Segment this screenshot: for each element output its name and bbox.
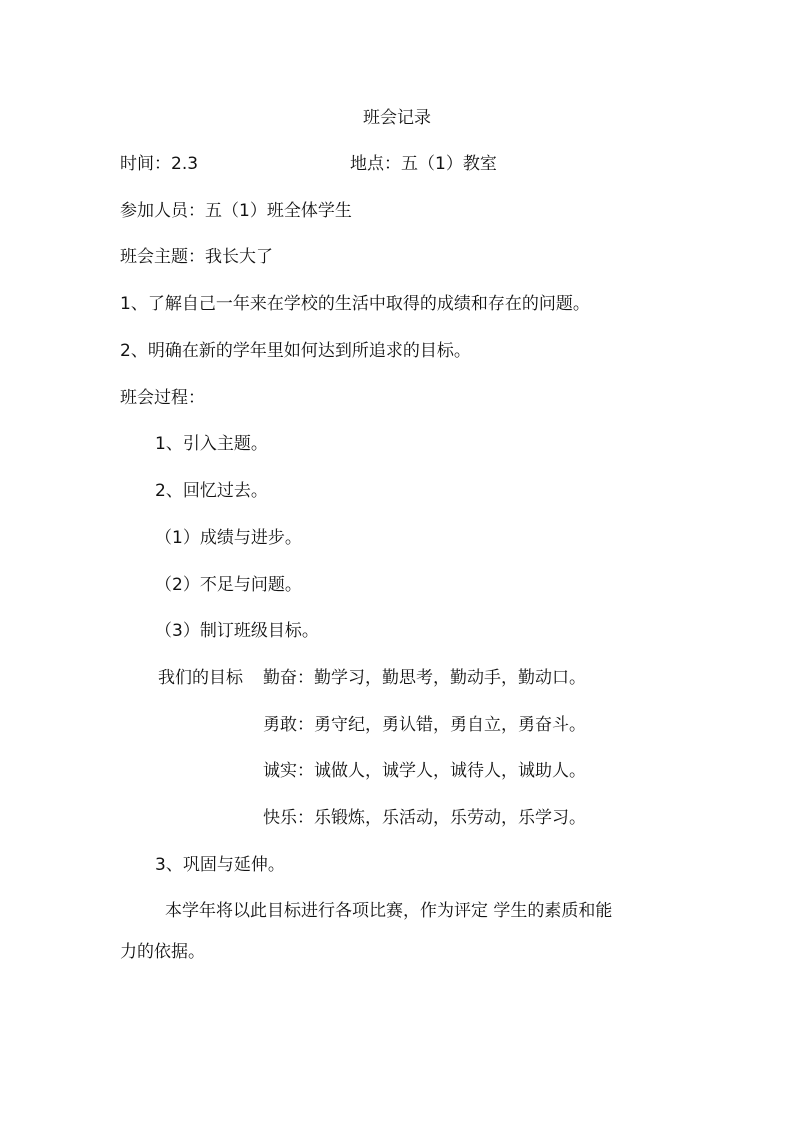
goal-item-1: 1、了解自己一年来在学校的生活中取得的成绩和存在的问题。 xyxy=(120,294,590,314)
process-step-3: 3、巩固与延伸。 xyxy=(155,855,285,875)
goal-item-2: 2、明确在新的学年里如何达到所追求的目标。 xyxy=(120,341,471,361)
process-heading: 班会过程： xyxy=(120,388,205,408)
theme-line: 班会主题：我长大了 xyxy=(120,247,273,267)
target-diligence: 勤奋：勤学习，勤思考，勤动手，勤动口。 xyxy=(263,668,586,688)
target-honesty: 诚实：诚做人，诚学人，诚待人，诚助人。 xyxy=(263,761,586,781)
participants-line: 参加人员：五（1）班全体学生 xyxy=(120,201,352,221)
closing-line-2: 力的依据。 xyxy=(120,942,205,962)
page-title: 班会记录 xyxy=(363,108,431,128)
target-happiness: 快乐：乐锻炼，乐活动，乐劳动，乐学习。 xyxy=(263,808,586,828)
target-courage: 勇敢：勇守纪，勇认错，勇自立，勇奋斗。 xyxy=(263,715,586,735)
meeting-time: 时间：2.3 xyxy=(120,154,199,174)
process-substep-2: （2）不足与问题。 xyxy=(155,575,302,595)
process-step-2: 2、回忆过去。 xyxy=(155,481,268,501)
targets-label: 我们的目标 xyxy=(158,668,243,688)
process-substep-3: （3）制订班级目标。 xyxy=(155,621,319,641)
process-step-1: 1、引入主题。 xyxy=(155,434,268,454)
process-substep-1: （1）成绩与进步。 xyxy=(155,528,302,548)
closing-line-1: 本学年将以此目标进行各项比赛，作为评定 学生的素质和能 xyxy=(165,901,613,921)
meeting-place: 地点：五（1）教室 xyxy=(350,154,497,174)
